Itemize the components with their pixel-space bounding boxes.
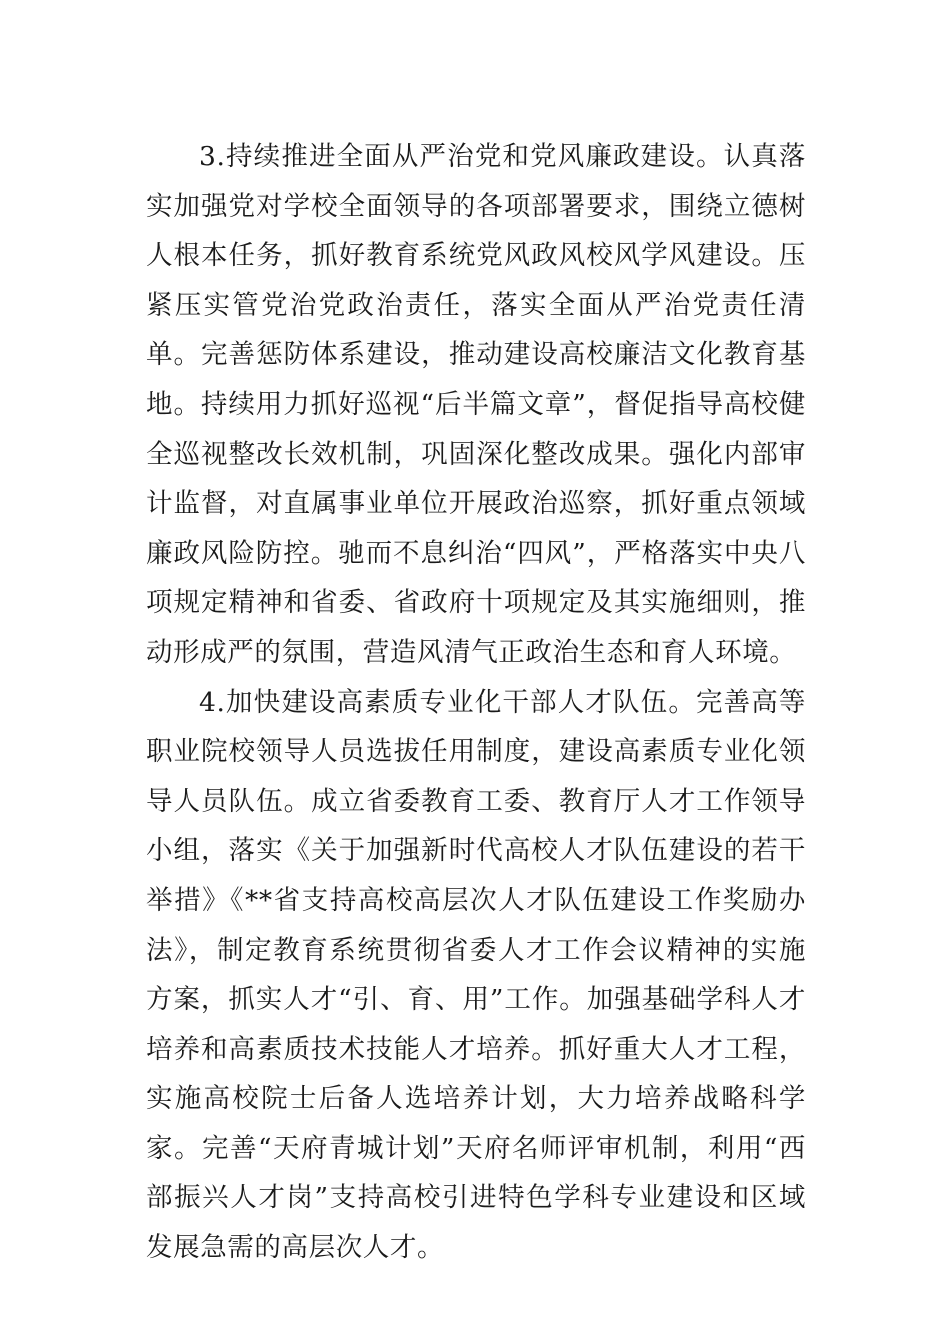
paragraph-4: 4.加快建设高素质专业化干部人才队伍。完善高等职业院校领导人员选拔任用制度，建设高素质专业化领导人员队伍。成立省委教育工委、教育厅人才工作领导小组，落实《关于加强新时代高校人才队伍建设的若干举措》《**省支持高校高层次人才队伍建设工作奖励办法》，制定教育系统贯彻省委人才工作会议精神的实施方案，抓实人才“引、育、用”工作。加强基础学科人才培养和高素质技术技能人才培养。抓好重大人才工程，实施高校院士后备人选培养计划，大力培养战略科学家。完善“天府青城计划”天府名师评审机制，利用“西部振兴人才岗”支持高校引进特色学科专业建设和区域发展急需的高层次人才。 xyxy=(146,686,806,1264)
paragraph-3: 3.持续推进全面从严治党和党风廉政建设。认真落实加强党对学校全面领导的各项部署要求，围绕立德树人根本任务，抓好教育系统党风政风校风学风建设。压紧压实管党治党政治责任，落实全面从严治党责任清单。完善惩防体系建设，推动建设高校廉洁文化教育基地。持续用力抓好巡视“后半篇文章”，督促指导高校健全巡视整改长效机制，巩固深化整改成果。强化内部审计监督，对直属事业单位开展政治巡察，抓好重点领域廉政风险防控。驰而不息纠治“四风”，严格落实中央八项规定精神和省委、省政府十项规定及其实施细则，推动形成严的氛围，营造风清气正政治生态和育人环境。 xyxy=(146,141,806,668)
document-body xyxy=(146,132,806,1273)
